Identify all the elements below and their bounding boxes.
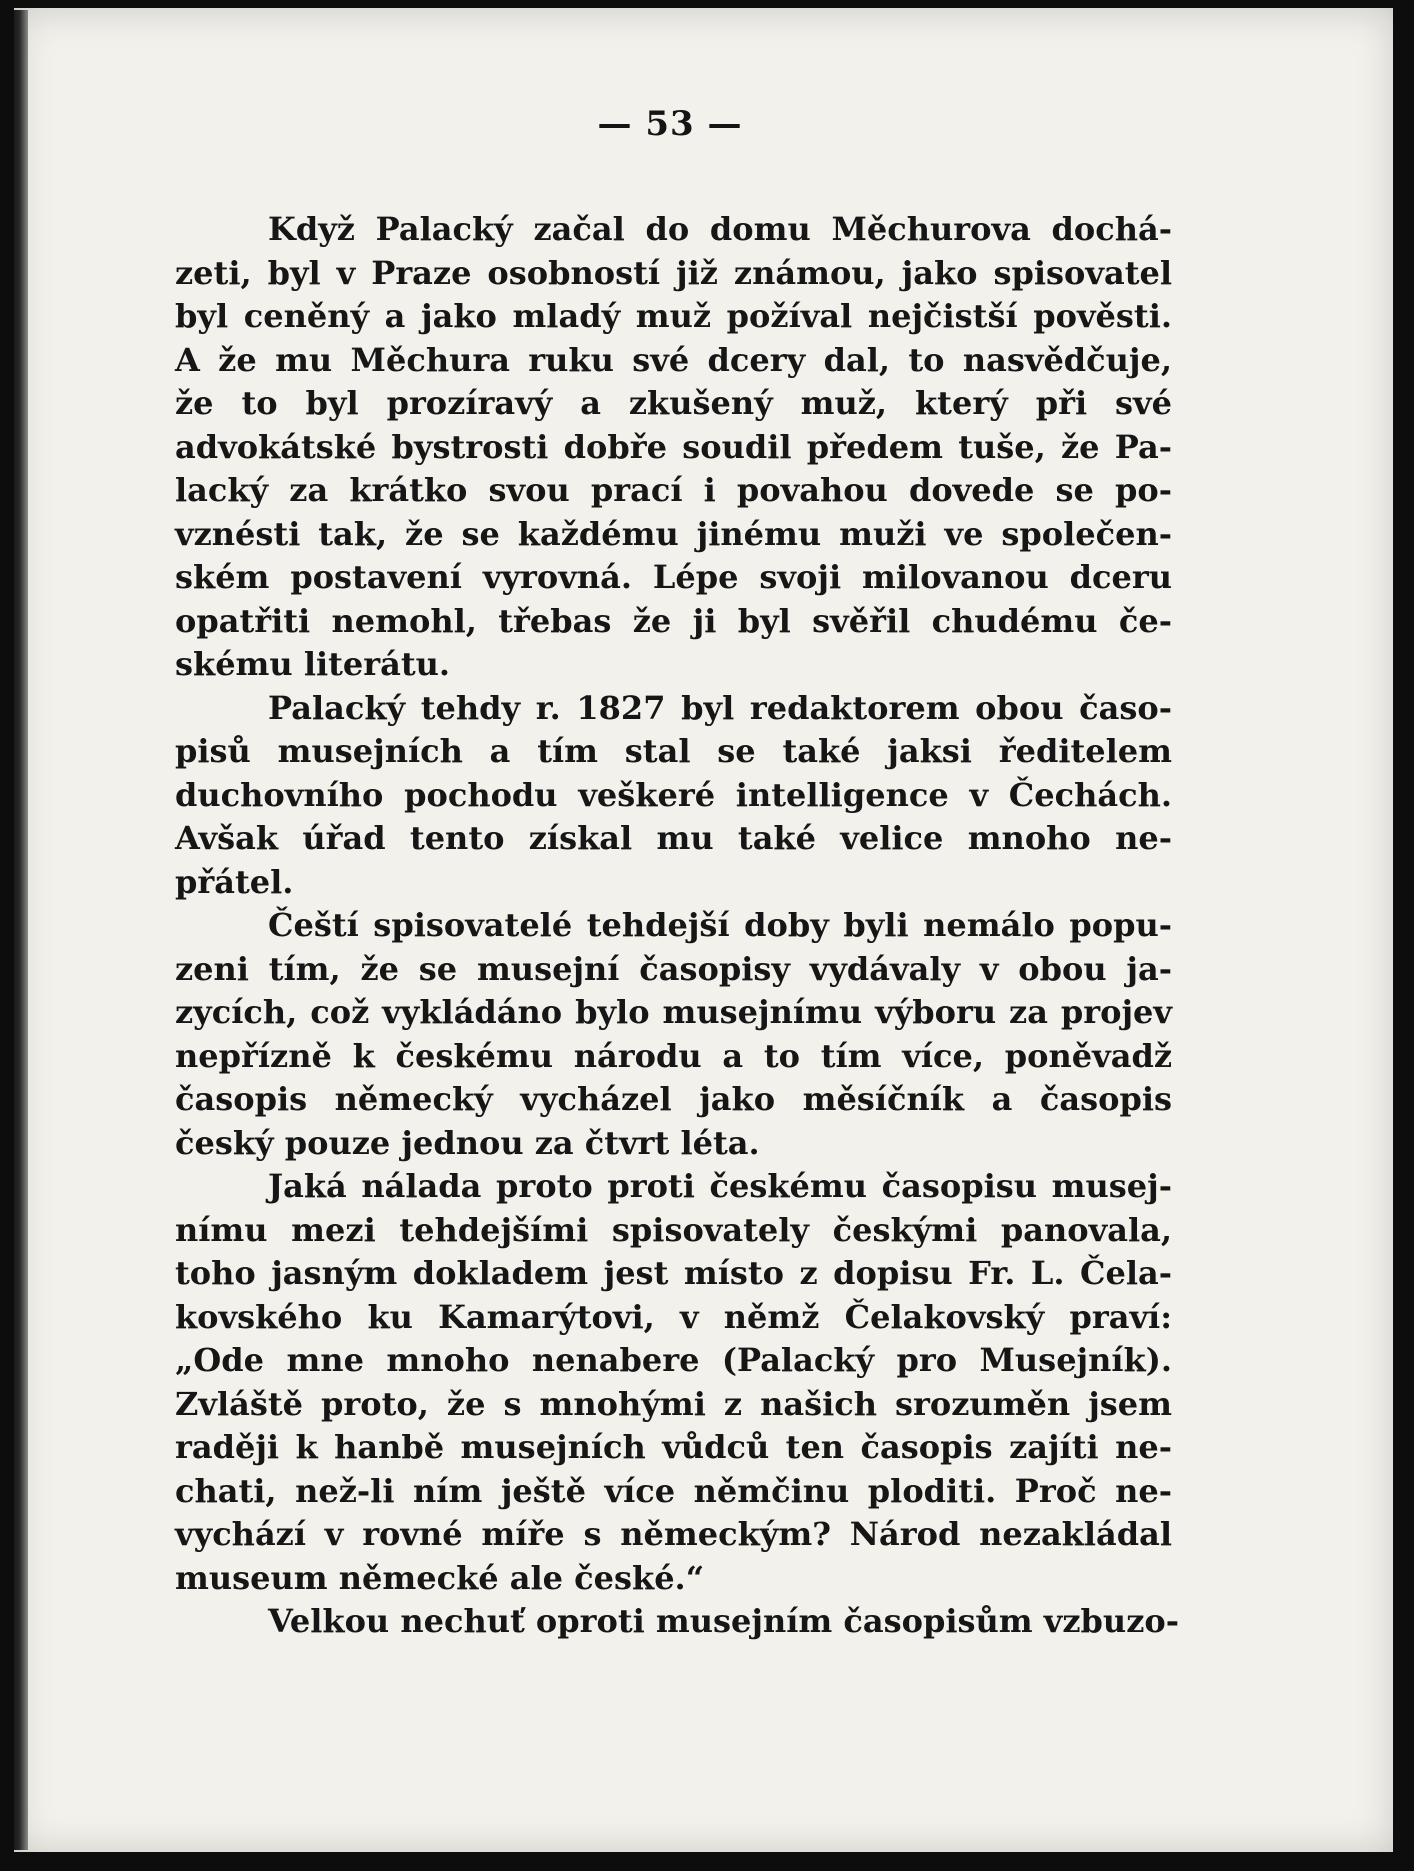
- text-line: nímu mezi tehdejšími spisovately českými panovala,: [175, 1210, 1172, 1249]
- text-line: časopis německý vycházel jako měsíčník a časopis: [175, 1080, 1172, 1118]
- text-line: byl ceněný a jako mladý muž požíval nejčistší pověsti.: [175, 297, 1172, 335]
- body-text: [175, 208, 1179, 1644]
- text-line: zycích, což vykládáno bylo musejnímu výboru za projev: [175, 993, 1172, 1031]
- text-line: Zvláště proto, že s mnohými z našich srozuměn jsem: [175, 1384, 1172, 1423]
- text-line: vznésti tak, že se každému jinému muži ve společen-: [175, 514, 1172, 553]
- text-line: vychází v rovné míře s německým? Národ nezakládal: [175, 1515, 1172, 1553]
- text-line: lacký za krátko svou prací i povahou dovede se po-: [175, 471, 1172, 509]
- text-line: opatřiti nemohl, třebas že ji byl svěřil chudému če-: [175, 601, 1172, 640]
- page-number: — 53 —: [597, 104, 743, 144]
- text-line: Palacký tehdy r. 1827 byl redaktorem obou časo-: [268, 688, 1172, 727]
- text-line: Velkou nechuť oproti musejním časopisům vzbuzo-: [268, 1602, 1179, 1640]
- text-line: „Ode mne mnoho nenabere (Palacký pro Musejník).: [175, 1341, 1172, 1379]
- text-line: zeni tím, že se musejní časopisy vydávaly v obou ja-: [175, 949, 1172, 988]
- text-line: ském postavení vyrovná. Lépe svoji milovanou dceru: [175, 558, 1172, 596]
- text-line: toho jasným dokladem jest místo z dopisu Fr. L. Čela-: [175, 1254, 1172, 1292]
- text-line: zeti, byl v Praze osobností již známou, jako spisovatel: [175, 253, 1172, 292]
- text-line: Jaká nálada proto proti českému časopisu musej-: [268, 1167, 1172, 1205]
- text-line: český pouze jednou za čtvrt léta.: [175, 1123, 760, 1162]
- text-line: raději k hanbě musejních vůdců ten časopis zajíti ne-: [175, 1428, 1172, 1466]
- text-line: kovského ku Kamarýtovi, v němž Čelakovský praví:: [175, 1297, 1172, 1336]
- text-line: že to byl prozíravý a zkušený muž, který při své: [175, 384, 1172, 422]
- text-line: skému literátu.: [175, 645, 451, 683]
- text-line: advokátské bystrosti dobře soudil předem tuše, že Pa-: [175, 427, 1172, 466]
- text-line: nepřízně k českému národu a to tím více, poněvadž: [175, 1036, 1172, 1075]
- text-line: Když Palacký začal do domu Měchurova dochá-: [268, 210, 1172, 248]
- text-line: přátel.: [175, 862, 294, 901]
- text-line: Avšak úřad tento získal mu také velice mnoho ne-: [175, 819, 1172, 857]
- text-line: Čeští spisovatelé tehdejší doby byli nemálo popu-: [268, 906, 1172, 944]
- text-line: A že mu Měchura ruku své dcery dal, to nasvědčuje,: [175, 340, 1172, 379]
- right-scan-border: [1393, 0, 1414, 1871]
- text-line: duchovního pochodu veškeré intelligence v Čechách.: [175, 775, 1172, 814]
- page-binding-shadow: [14, 10, 28, 1850]
- bottom-scan-border: [0, 1852, 1414, 1871]
- text-line: chati, než-li ním ještě více němčinu ploditi. Proč ne-: [175, 1471, 1172, 1510]
- text-line: museum německé ale české.“: [175, 1558, 705, 1597]
- text-line: pisů musejních a tím stal se také jaksi ředitelem: [175, 732, 1172, 770]
